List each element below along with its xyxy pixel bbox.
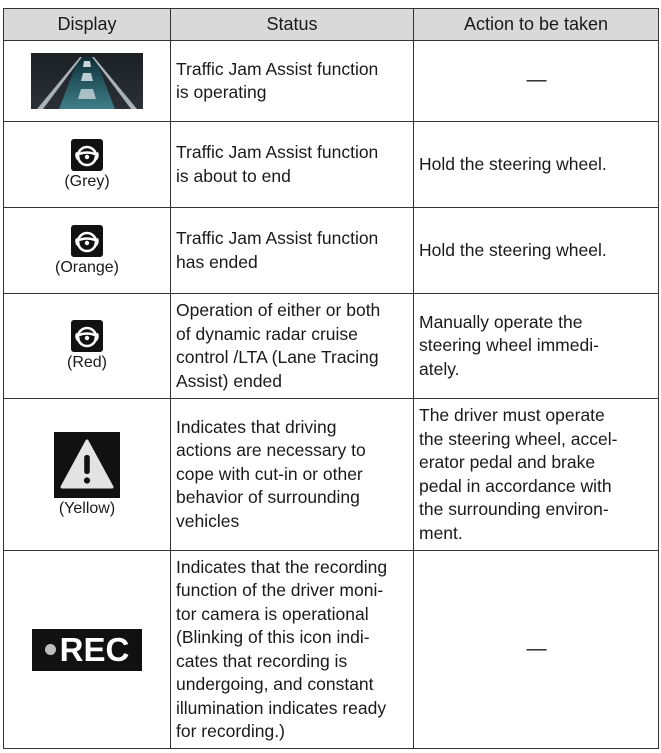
color-caption: (Yellow) — [58, 499, 116, 517]
status-cell: Operation of either or both of dynamic radar cruise control /LTA (Lane Tracing Assist) ended — [171, 294, 414, 399]
header-status: Status — [171, 9, 414, 41]
action-cell: Hold the steering wheel. — [414, 122, 659, 208]
warning-triangle-icon — [54, 432, 120, 498]
display-cell — [4, 41, 171, 122]
table-row — [4, 41, 659, 122]
status-cell: Traffic Jam Assist function is about to end — [171, 122, 414, 208]
action-cell: Manually operate the steering wheel immedi- ately. — [414, 294, 659, 399]
table-row — [4, 122, 659, 208]
rec-indicator-icon — [32, 629, 142, 671]
rec-dot-icon — [45, 644, 56, 655]
display-cell — [4, 551, 171, 749]
header-display: Display — [4, 9, 171, 41]
steering-wheel-hands-icon — [71, 139, 103, 171]
status-cell: Traffic Jam Assist function is operating — [171, 41, 414, 122]
status-cell: Traffic Jam Assist function has ended — [171, 208, 414, 294]
color-caption: (Red) — [66, 354, 107, 371]
color-caption: (Grey) — [64, 172, 110, 190]
header-action: Action to be taken — [414, 9, 659, 41]
table-row — [4, 208, 659, 294]
steering-wheel-hands-icon — [71, 320, 103, 352]
action-cell: Hold the steering wheel. — [414, 208, 659, 294]
action-cell: — — [414, 551, 659, 749]
table-row — [4, 294, 659, 399]
color-caption: (Orange) — [54, 258, 120, 276]
action-cell: The driver must operate the steering wheel, accel- erator pedal and brake pedal in accordance with the surrounding environ- ment. — [414, 399, 659, 551]
display-cell — [4, 208, 171, 294]
action-cell: — — [414, 41, 659, 122]
rec-label: REC — [59, 631, 130, 668]
table-header-row — [4, 9, 659, 41]
display-cell — [4, 294, 171, 399]
display-cell — [4, 399, 171, 551]
steering-wheel-hands-icon — [71, 225, 103, 257]
table-row — [4, 551, 659, 749]
display-cell — [4, 122, 171, 208]
status-cell: Indicates that driving actions are necessary to cope with cut-in or other behavior of surrounding vehicles — [171, 399, 414, 551]
status-cell: Indicates that the recording function of the driver moni- tor camera is operational (Blinking of this icon indi- cates that recording is undergoing, and constant illumination indicates ready for recording.) — [171, 551, 414, 749]
traffic-jam-road-icon — [31, 53, 143, 109]
table-row — [4, 399, 659, 551]
indicator-table — [3, 8, 659, 749]
